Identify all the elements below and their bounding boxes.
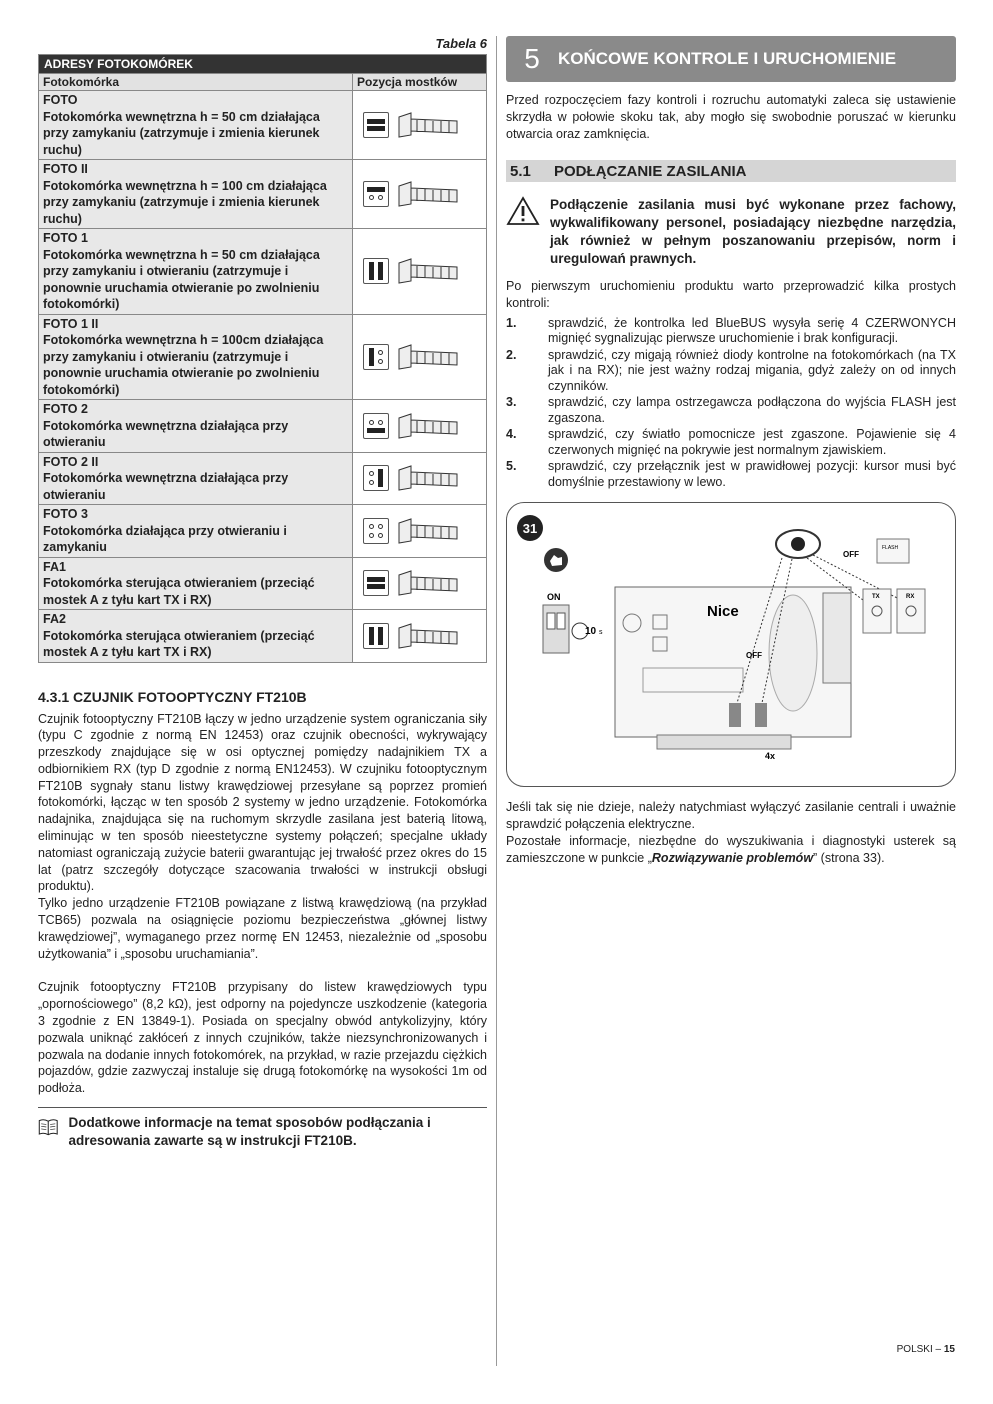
section-5-header [506,36,956,82]
photocell-cell [39,452,353,505]
photocell-description: Fotokomórka sterująca otwieraniem (przeciąć mostek A z tyłu kart TX i RX) [43,576,315,607]
closing-text-before: Pozostałe informacje, niezbędne do wyszukiwania i diagnostyki usterek są zamieszczone w punkcie „ [506,834,956,865]
photocell-cell [39,400,353,453]
table-row [39,229,487,315]
flash-label: FLASH [882,545,899,552]
table-row [39,314,487,400]
table-row [39,160,487,229]
photocell-cell [39,229,353,315]
photocell-address-table [38,54,487,663]
sensor-paragraph-1: Czujnik fotooptyczny FT210B łączy w jedno urządzenie system ograniczania siły (typu C zgodnie z normą EN 12453) oraz czujnik obecności, wykrywający przeszkody znajdujące się w osi optycznej pomiędzy nadajnikiem TX a odbiornikiem RX (typ D zgodnie z normą EN12453). W czujniku fotooptycznym FT210B sygnały stanu listwy krawędziowej przesyłane są poprzez promień fotokomórki, łącząc w ten sposób 2 systemy w jedno urządzenie. Fotokomórka nadajnika, znajdująca się na ruchomym skrzydle zasilana jest baterią litową, eliminując w ten sposób nieestetyczne systemy połączeń; specjalne układy natomiast ograniczają zużycie baterii gwarantując jej trwałość przez okres do 15 lat (patrz szczegóły dotyczące szacowania trwałości w instrukcji obsługi produktu). [38,711,487,894]
section-number: 5 [524,43,540,74]
step-number: 3. [506,395,517,410]
info-note [38,1107,487,1150]
warning-icon [506,196,540,226]
jumper-block-icon [363,258,389,284]
connector-icon [397,111,459,139]
photocell-cell [39,91,353,160]
jumper-position-cell [353,229,487,315]
list-item [506,395,956,426]
column-header-jumpers: Pozycja mostków [353,74,487,91]
book-icon [38,1114,58,1140]
off-label-board: OFF [746,651,762,661]
jumper-block-icon [363,570,389,596]
column-divider [496,36,497,1366]
list-item [506,348,956,395]
right-column [506,36,956,867]
table-row [39,91,487,160]
step-text: sprawdzić, czy migają również diody kontrolne na fotokomórkach (na TX jak i na RX); nie jest ważny rodzaj migania, gdyż zależy on od innych czynników. [548,347,956,393]
jumper-position-cell [353,610,487,663]
photocell-description: Fotokomórka wewnętrzna h = 50 cm działająca przy zamykaniu (zatrzymuje i zmienia kierunek ruchu) [43,109,320,157]
page-footer [897,1344,955,1355]
jumper-block-icon [363,465,389,491]
connector-icon [397,569,459,597]
connector-icon [397,622,459,650]
time-unit: s [599,629,603,637]
list-item [506,427,956,458]
step-number: 5. [506,459,517,474]
photocell-name: FOTO 2 [43,402,88,416]
jumper-position-cell [353,557,487,610]
brand-label: Nice [707,603,739,621]
subsection-title: PODŁĄCZANIE ZASILANIA [554,162,747,180]
photocell-description: Fotokomórka sterująca otwieraniem (przeciąć mostek A z tyłu kart TX i RX) [43,628,315,659]
step-text: sprawdzić, że kontrolka led BlueBUS wysyła serię 4 CZERWONYCH mignięć sygnalizując pierwsze uruchomienie i brak konfiguracji. [548,315,956,346]
photocell-name: FOTO 2 II [43,454,99,469]
info-note-text: Dodatkowe informacje na temat sposobów podłączania i adresowania zawarte są w instrukcji FT210B. [68,1115,431,1149]
closing-paragraph-2 [506,833,956,867]
photocell-description: Fotokomórka wewnętrzna h = 50 cm działająca przy zamykaniu i otwieraniu (zatrzymuje i ponownie uruchamia otwieranie po zwolnieniu fotokomórki) [43,247,320,311]
control-unit-diagram [507,503,955,786]
photocell-name: FOTO II [43,162,88,176]
jumper-block-icon [363,413,389,439]
sensor-paragraph-3: Czujnik fotooptyczny FT210B przypisany do listew krawędziowych typu „opornościowego” (8,2 kΩ), jest odporny na pojedyncze uszkodzenie (kategoria 3 zgodnie z EN 13849-1). Posiada on specjalny obwód antykolizyjny, który pozwala uniknąć zakłóceń z innych czujników, także niezsynchronizowanych i pozwala na dodanie innych fotokomórek, na przykład, w razie przejazdu ciężkich pojazdów, gdzie zazwyczaj instaluje się drugą fotokomórkę na wysokości 1m od podłoża. [38,980,487,1096]
closing-text-after: ” (strona 33). [813,850,885,865]
tx-label: TX [872,594,880,601]
photocell-cell [39,610,353,663]
rx-label: RX [906,594,915,601]
table-row [39,452,487,505]
photocell-cell [39,557,353,610]
footer-language: POLSKI – [896,1344,944,1355]
table-row [39,557,487,610]
section-intro: Przed rozpoczęciem fazy kontroli i rozruchu automatyki zaleca się ustawienie skrzydła w połowie skoku tak, aby mogło się swobodnie poruszać w kierunku otwarcia oraz zamknięcia. [506,93,956,141]
photocell-name: FA1 [43,559,66,574]
sensor-paragraph-2: Tylko jedno urządzenie FT210B powiązane z listwą krawędziową (na przykład TCB65) pozwala na osiągnięcie poziomu bezpieczeństwa „głównej listwy krawędziowej”, wymaganego przez normę EN 12453, niezależnie od „sposobu użytkowania” i „sposobu uruchamiania”. [38,896,487,961]
time-value: 10 [585,626,597,638]
figure-number: 31 [522,521,538,537]
figure-31 [506,502,956,787]
column-header-photocell: Fotokomórka [39,74,353,91]
connector-icon [397,464,459,492]
list-item [506,459,956,490]
table-title: ADRESY FOTOKOMÓREK [39,55,487,74]
photocell-cell [39,160,353,229]
table-row [39,610,487,663]
step-text: sprawdzić, czy lampa ostrzegawcza podłączona do wyjścia FLASH jest zgaszona. [548,395,956,425]
jumper-block-icon [363,518,389,544]
warning-box [506,196,956,268]
closing-paragraph-1: Jeśli tak się nie dzieje, należy natychmiast wyłączyć zasilanie centrali i uważnie sprawdzić połączenia elektryczne. [506,800,956,832]
jumper-position-cell [353,452,487,505]
jumper-position-cell [353,400,487,453]
page-number: 15 [943,1344,955,1355]
photocell-name: FOTO [43,93,78,107]
jumper-position-cell [353,505,487,558]
jumper-position-cell [353,160,487,229]
left-column [38,36,487,1150]
jumper-block-icon [363,181,389,207]
photocell-description: Fotokomórka wewnętrzna h = 100 cm działająca przy zamykaniu (zatrzymuje i zmienia kierunek ruchu) [43,178,327,226]
table-row [39,505,487,558]
photocell-name: FOTO 1 [43,231,88,245]
troubleshooting-reference: Rozwiązywanie problemów [651,850,814,865]
checks-intro: Po pierwszym uruchomieniu produktu warto przeprowadzić kilka prostych kontroli: [506,279,956,311]
photocell-name: FOTO 1 II [43,316,99,331]
subsection-header [506,160,956,182]
connector-icon [397,412,459,440]
photocell-description: Fotokomórka działająca przy otwieraniu i zamykaniu [43,523,287,554]
on-label: ON [547,592,561,603]
step-number: 1. [506,315,517,330]
table-row [39,400,487,453]
step-number: 2. [506,347,517,362]
warning-text: Podłączenie zasilania musi być wykonane przez fachowy, wykwalifikowany personel, posiadający niezbędne narzędzia, jak również w pełnym poszanowaniu przepisów, norm i uregulowań prawnych. [550,197,956,267]
checks-list [506,316,956,491]
photocell-cell [39,314,353,400]
photocell-description: Fotokomórka wewnętrzna działająca przy otwieraniu [43,418,289,449]
connector-icon [397,517,459,545]
jumper-block-icon [363,623,389,649]
step-text: sprawdzić, czy przełącznik jest w prawidłowej pozycji: kursor musi być domyślnie przestawiony w lewo. [548,459,956,489]
photocell-cell [39,505,353,558]
photocell-name: FOTO 3 [43,507,88,521]
subsection-number: 5.1 [510,162,531,180]
jumper-block-icon [363,344,389,370]
section-title: KOŃCOWE KONTROLE I URUCHOMIENIE [558,49,897,68]
connector-icon [397,257,459,285]
photocell-description: Fotokomórka wewnętrzna działająca przy otwieraniu [43,471,289,502]
off-label-flash: OFF [843,550,859,560]
step-number: 4. [506,427,517,442]
photocell-name: FA2 [43,612,66,626]
connector-icon [397,180,459,208]
connector-icon [397,343,459,371]
jumper-block-icon [363,112,389,138]
flash-count-label: 4x [765,751,776,762]
table-caption: Tabela 6 [435,36,487,51]
sensor-heading: 4.3.1 CZUJNIK FOTOOPTYCZNY FT210B [38,688,307,705]
list-item [506,316,956,347]
jumper-position-cell [353,91,487,160]
photocell-description: Fotokomórka wewnętrzna h = 100cm działająca przy zamykaniu i otwieraniu (zatrzymuje i ponownie uruchamia otwieranie po zwolnieniu fotokomórki) [43,333,324,397]
jumper-position-cell [353,314,487,400]
step-text: sprawdzić, czy światło pomocnicze jest zgaszone. Pojawienie się 4 czerwonych mignięć na pokrywie jest normalnym zjawiskiem. [548,427,956,457]
